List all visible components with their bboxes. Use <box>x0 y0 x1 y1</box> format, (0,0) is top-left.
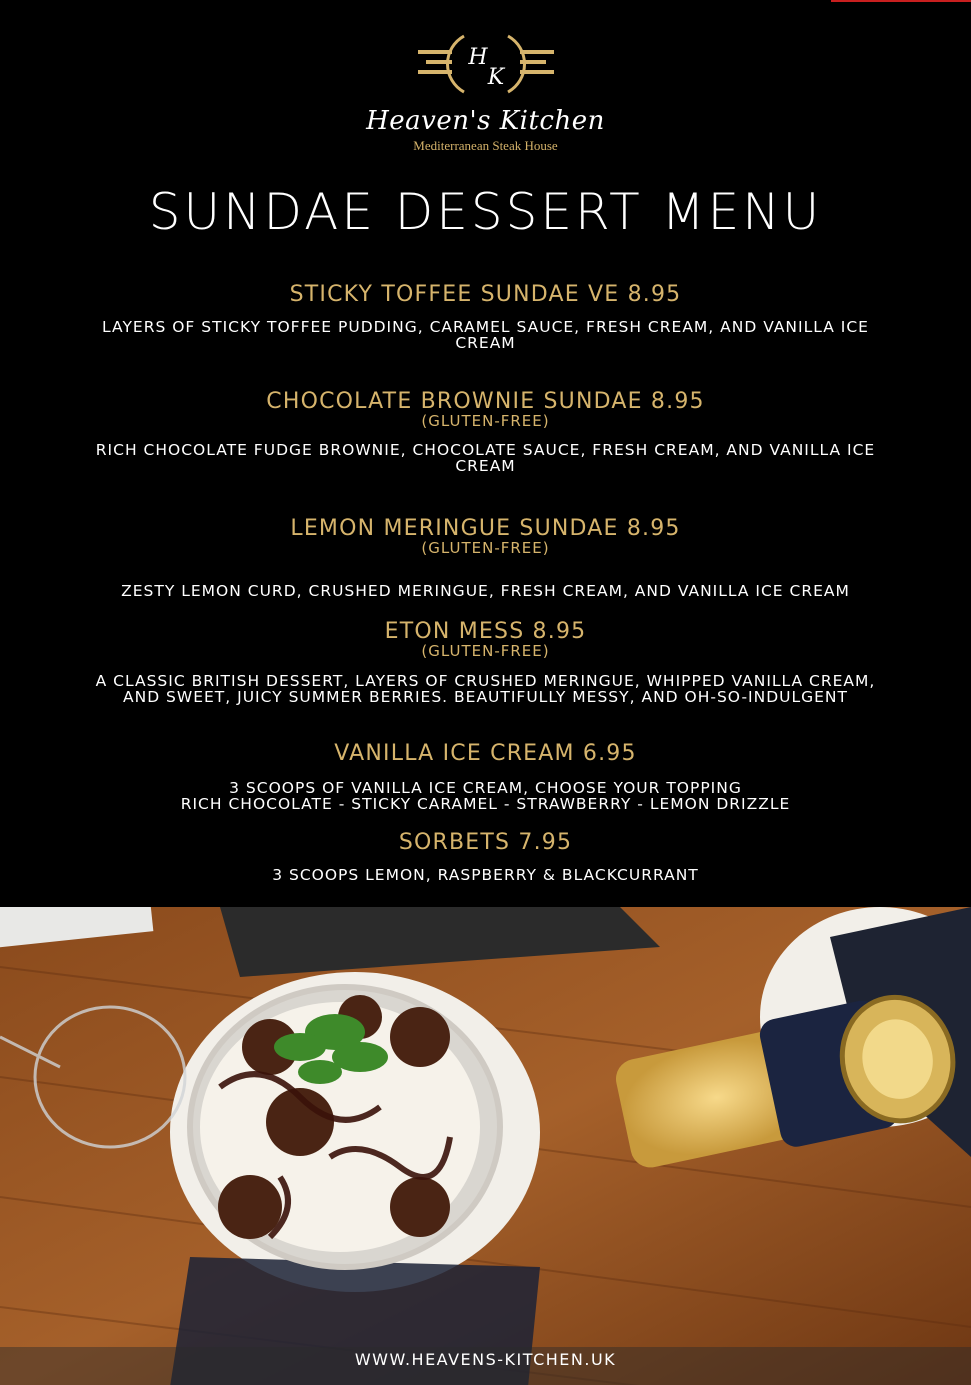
menu-item-name: STICKY TOFFEE SUNDAE VE 8.95 <box>289 282 682 307</box>
menu-item-vanilla-ice-cream <box>0 741 971 812</box>
monogram-emblem-icon <box>416 28 556 100</box>
menu-item-description-line: ZESTY LEMON CURD, CRUSHED MERINGUE, FRESH CREAM, AND VANILLA ICE CREAM <box>121 582 850 600</box>
menu-title: SUNDAE DESSERT MENU <box>148 183 823 241</box>
menu-item-chocolate-brownie <box>0 389 971 474</box>
website-link[interactable]: WWW.HEAVENS-KITCHEN.UK <box>354 1350 617 1369</box>
menu-item-description-line: 3 SCOOPS LEMON, RASPBERRY & BLACKCURRANT <box>272 866 699 884</box>
menu-item-sorbets <box>0 830 971 883</box>
menu-item-note: (GLUTEN-FREE) <box>421 539 550 557</box>
menu-item-name: ETON MESS 8.95 <box>384 619 587 644</box>
menu-item-note: (GLUTEN-FREE) <box>421 642 550 660</box>
menu-item-description-line: CREAM <box>455 457 516 475</box>
menu-item-note: (GLUTEN-FREE) <box>421 412 550 430</box>
dessert-photo <box>0 907 971 1385</box>
top-accent-bar <box>831 0 971 2</box>
restaurant-logo <box>0 28 971 154</box>
menu-item-description-line: CREAM <box>455 334 516 352</box>
menu-item-description-line: A CLASSIC BRITISH DESSERT, LAYERS OF CRUSHED MERINGUE, WHIPPED VANILLA CREAM, <box>95 672 876 690</box>
menu-item-eton-mess <box>0 619 971 705</box>
menu-item-description-line: LAYERS OF STICKY TOFFEE PUDDING, CARAMEL SAUCE, FRESH CREAM, AND VANILLA ICE <box>102 318 869 336</box>
menu-item-description-line: AND SWEET, JUICY SUMMER BERRIES. BEAUTIFULLY MESSY, AND OH-SO-INDULGENT <box>123 688 848 706</box>
menu-item-lemon-meringue <box>0 516 971 599</box>
restaurant-tagline: Mediterranean Steak House <box>413 138 558 153</box>
monogram-k: K <box>487 65 504 90</box>
menu-item-name: VANILLA ICE CREAM 6.95 <box>334 741 637 766</box>
menu-item-description-line: 3 SCOOPS OF VANILLA ICE CREAM, CHOOSE YOUR TOPPING <box>229 779 742 797</box>
menu-item-description-line: RICH CHOCOLATE FUDGE BROWNIE, CHOCOLATE SAUCE, FRESH CREAM, AND VANILLA ICE <box>95 441 876 459</box>
menu-item-name: CHOCOLATE BROWNIE SUNDAE 8.95 <box>266 389 705 414</box>
menu-item-name: SORBETS 7.95 <box>398 830 573 855</box>
restaurant-name: Heaven's Kitchen <box>366 106 605 136</box>
menu-item-sticky-toffee <box>0 282 971 351</box>
monogram-h: H <box>467 45 488 70</box>
menu-item-name: LEMON MERINGUE SUNDAE 8.95 <box>290 516 681 541</box>
sundae-photo-illustration <box>0 907 971 1385</box>
menu-item-description-line: RICH CHOCOLATE - STICKY CARAMEL - STRAWBERRY - LEMON DRIZZLE <box>180 795 791 813</box>
